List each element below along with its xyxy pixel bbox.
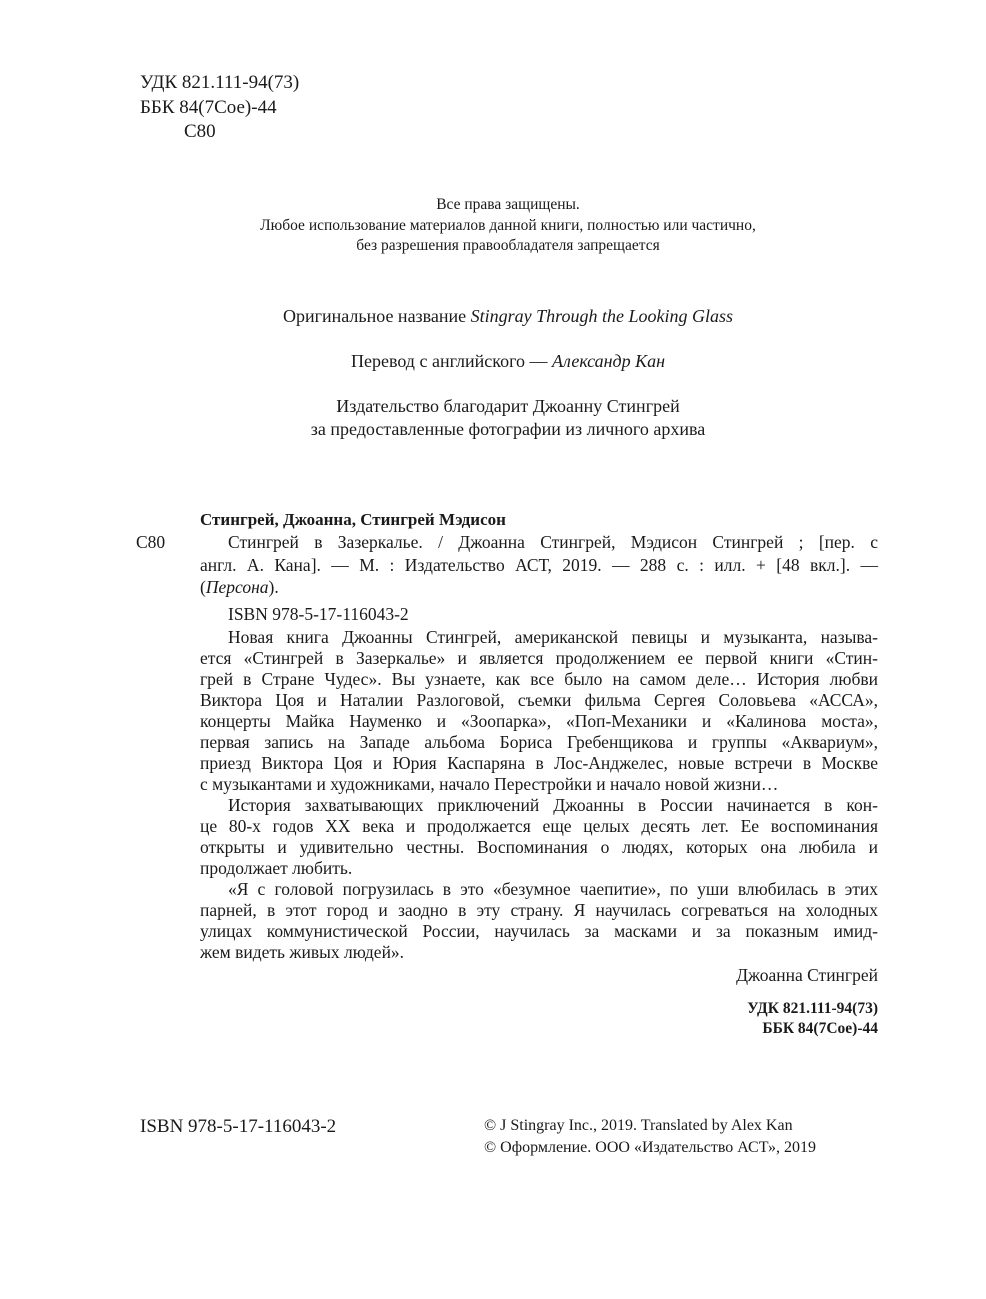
paren: ). xyxy=(268,577,279,597)
footer-isbn: ISBN 978-5-17-116043-2 xyxy=(140,1116,337,1137)
original-title-label: Оригинальное название xyxy=(282,306,471,326)
rights-line-3: без разрешения правообладателя запрещается xyxy=(356,237,660,254)
thanks-line-1: Издательство благодарит Джоанну Стингрей xyxy=(336,396,680,416)
annotation-line: жем видеть живых людей». xyxy=(200,942,405,962)
udk-code-bottom: УДК 821.111-94(73) xyxy=(747,1000,878,1017)
rights-line-1: Все права защищены. xyxy=(436,196,580,213)
annotation-line: грей в Стране Чудес». Вы узнаете, как все было на самом деле… История любви xyxy=(200,669,878,689)
annotation-line: «Я с головой погрузилась в это «безумное чаепитие», по уши влюбилась в этих xyxy=(228,879,878,899)
author-sign: С80 xyxy=(184,121,216,142)
annotation-line: Новая книга Джоанны Стингрей, американской певицы и музыканта, называ- xyxy=(228,627,878,647)
annotation-signature: Джоанна Стингрей xyxy=(736,965,878,985)
catalog-sign: С80 xyxy=(136,532,166,552)
paren: ( xyxy=(200,577,206,597)
thanks-line-2: за предоставленные фотографии из личного архива xyxy=(310,419,706,439)
catalog-record-line: Стингрей в Зазеркалье. / Джоанна Стингрей, Мэдисон Стингрей ; [пер. с xyxy=(228,532,878,552)
catalog-isbn: ISBN 978-5-17-116043-2 xyxy=(228,604,409,624)
annotation-line: первая запись на Западе альбома Бориса Гребенщикова и группы «Аквариум», xyxy=(200,732,878,752)
annotation-line: с музыкантами и художниками, начало Перестройки и начало новой жизни… xyxy=(200,774,779,794)
catalog-record-line: англ. А. Кана]. — М. : Издательство АСТ, 2019. — 288 с. : илл. + [48 вкл.]. — xyxy=(200,555,878,575)
copyright-line-1: © J Stingray Inc., 2019. Translated by Alex Kan xyxy=(484,1117,793,1134)
original-title xyxy=(0,306,986,327)
rights-line-2: Любое использование материалов данной книги, полностью или частично, xyxy=(260,217,756,234)
annotation-line: парней, в этот город и заодно в эту страну. Я научилась согреваться на холодных xyxy=(200,900,878,920)
translation-label: Перевод с английского — xyxy=(350,351,553,371)
bbk-code-bottom: ББК 84(7Сое)-44 xyxy=(762,1020,878,1037)
bbk-code: ББК 84(7Сое)-44 xyxy=(140,97,277,118)
series-name: Персона xyxy=(205,577,269,597)
annotation-line: Виктора Цоя и Наталии Разлоговой, съемки фильма Сергея Соловьева «АССА», xyxy=(200,690,878,710)
annotation-line: ется «Стингрей в Зазеркалье» и является продолжением ее первой книги «Стин- xyxy=(200,648,878,668)
translator-name: Александр Кан xyxy=(552,351,666,371)
annotation-line: История захватывающих приключений Джоанны в России начинается в кон- xyxy=(228,795,878,815)
translation-credit xyxy=(0,351,986,372)
annotation-line: улицах коммунистической России, научилась за масками и за показным имид- xyxy=(200,921,878,941)
udk-code: УДК 821.111-94(73) xyxy=(140,72,300,93)
annotation-line: открыты и удивительно честны. Воспоминания о людях, которых она любила и xyxy=(200,837,878,857)
annotation-line: продолжает любить. xyxy=(200,858,353,878)
catalog-authors: Стингрей, Джоанна, Стингрей Мэдисон xyxy=(200,510,506,529)
catalog-series xyxy=(200,577,878,597)
original-title-value: Stingray Through the Looking Glass xyxy=(470,306,734,326)
copyright-line-2: © Оформление. ООО «Издательство АСТ», 2019 xyxy=(484,1139,817,1156)
annotation-line: приезд Виктора Цоя и Юрия Каспаряна в Лос-Анджелес, новые встречи в Москве xyxy=(200,753,878,773)
annotation-line: концерты Майка Науменко и «Зоопарка», «Поп-Механики и «Калинова моста», xyxy=(200,711,878,731)
annotation-line: це 80-х годов XX века и продолжается еще целых десять лет. Ее воспоминания xyxy=(200,816,878,836)
